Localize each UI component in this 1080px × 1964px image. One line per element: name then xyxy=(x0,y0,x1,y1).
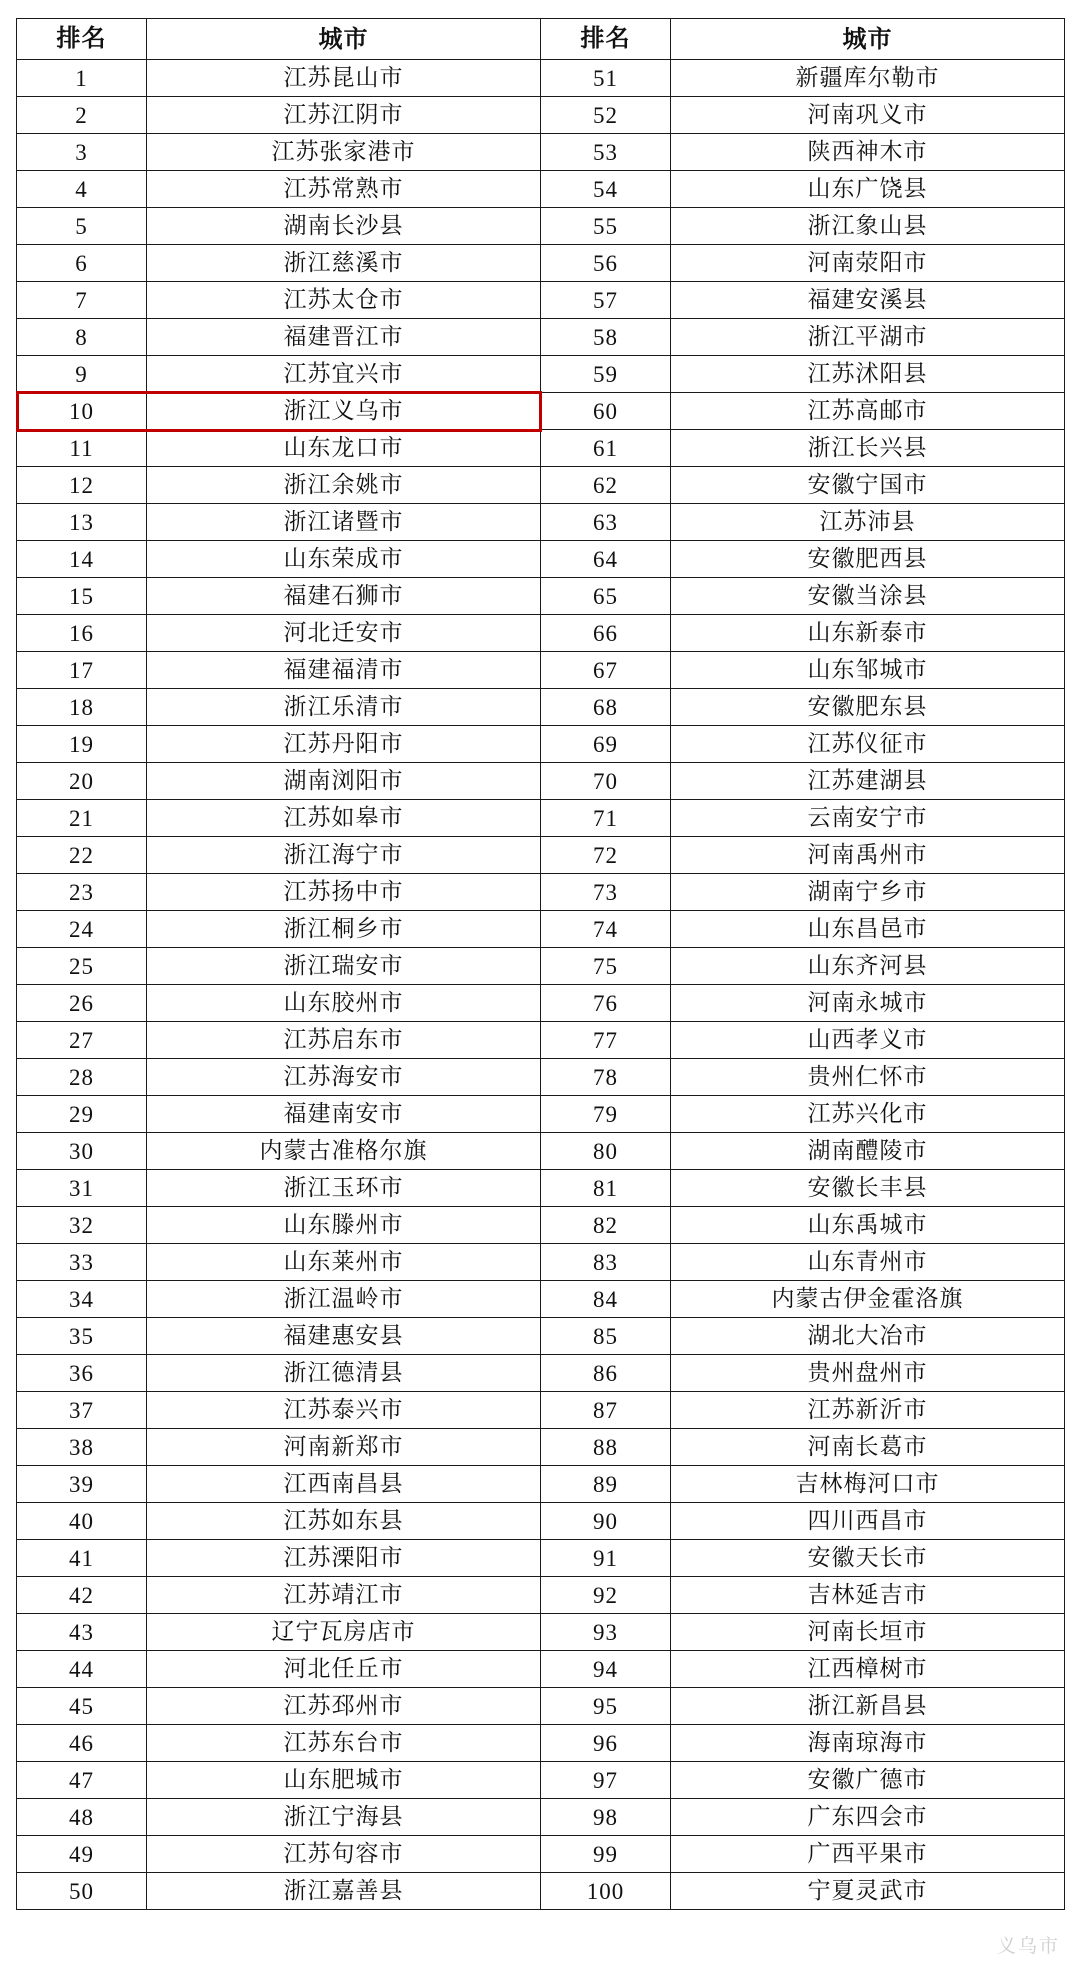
rank-cell-right: 67 xyxy=(541,652,671,689)
city-cell-right: 安徽当涂县 xyxy=(671,578,1065,615)
city-cell-left: 浙江宁海县 xyxy=(147,1799,541,1836)
table-row xyxy=(17,208,1065,245)
rank-cell-right: 89 xyxy=(541,1466,671,1503)
city-cell-left: 浙江瑞安市 xyxy=(147,948,541,985)
city-cell-right: 河南长垣市 xyxy=(671,1614,1065,1651)
city-cell-right: 江苏沭阳县 xyxy=(671,356,1065,393)
table-row xyxy=(17,1540,1065,1577)
rank-cell-right: 77 xyxy=(541,1022,671,1059)
table-row xyxy=(17,60,1065,97)
table-row xyxy=(17,1281,1065,1318)
table-row xyxy=(17,1355,1065,1392)
header-city-right: 城市 xyxy=(671,19,1065,60)
city-cell-left: 江苏昆山市 xyxy=(147,60,541,97)
table-row xyxy=(17,245,1065,282)
city-cell-right: 浙江平湖市 xyxy=(671,319,1065,356)
city-cell-right: 湖北大冶市 xyxy=(671,1318,1065,1355)
rank-cell-right: 65 xyxy=(541,578,671,615)
city-cell-left: 江苏太仓市 xyxy=(147,282,541,319)
rank-cell-right: 62 xyxy=(541,467,671,504)
table-row xyxy=(17,97,1065,134)
city-cell-right: 云南安宁市 xyxy=(671,800,1065,837)
table-row xyxy=(17,615,1065,652)
table-row xyxy=(17,1873,1065,1910)
city-cell-right: 山东齐河县 xyxy=(671,948,1065,985)
rank-cell-right: 64 xyxy=(541,541,671,578)
rank-cell-right: 84 xyxy=(541,1281,671,1318)
city-cell-right: 江苏高邮市 xyxy=(671,393,1065,430)
city-cell-left: 山东莱州市 xyxy=(147,1244,541,1281)
rank-cell-left: 50 xyxy=(17,1873,147,1910)
city-cell-right: 海南琼海市 xyxy=(671,1725,1065,1762)
table-row xyxy=(17,504,1065,541)
city-cell-left: 辽宁瓦房店市 xyxy=(147,1614,541,1651)
table-row xyxy=(17,356,1065,393)
city-cell-right: 贵州盘州市 xyxy=(671,1355,1065,1392)
rank-cell-right: 99 xyxy=(541,1836,671,1873)
city-cell-right: 河南永城市 xyxy=(671,985,1065,1022)
rank-cell-left: 6 xyxy=(17,245,147,282)
table-row xyxy=(17,763,1065,800)
table-row xyxy=(17,319,1065,356)
city-cell-left: 江苏江阴市 xyxy=(147,97,541,134)
rank-cell-right: 54 xyxy=(541,171,671,208)
rank-cell-left: 25 xyxy=(17,948,147,985)
rank-cell-right: 79 xyxy=(541,1096,671,1133)
rank-cell-left: 45 xyxy=(17,1688,147,1725)
rank-cell-right: 70 xyxy=(541,763,671,800)
table-row xyxy=(17,1577,1065,1614)
city-cell-left: 浙江义乌市 xyxy=(147,393,541,430)
rank-cell-left: 33 xyxy=(17,1244,147,1281)
city-cell-right: 广东四会市 xyxy=(671,1799,1065,1836)
city-cell-left: 江苏泰兴市 xyxy=(147,1392,541,1429)
city-cell-left: 福建晋江市 xyxy=(147,319,541,356)
city-cell-left: 江苏海安市 xyxy=(147,1059,541,1096)
rank-cell-right: 52 xyxy=(541,97,671,134)
city-cell-right: 安徽肥西县 xyxy=(671,541,1065,578)
table-row xyxy=(17,1392,1065,1429)
table-row xyxy=(17,1799,1065,1836)
city-cell-right: 安徽肥东县 xyxy=(671,689,1065,726)
city-cell-left: 福建南安市 xyxy=(147,1096,541,1133)
table-row xyxy=(17,1725,1065,1762)
rank-cell-left: 49 xyxy=(17,1836,147,1873)
city-cell-right: 山东青州市 xyxy=(671,1244,1065,1281)
city-cell-left: 内蒙古准格尔旗 xyxy=(147,1133,541,1170)
city-cell-left: 山东滕州市 xyxy=(147,1207,541,1244)
city-cell-left: 湖南浏阳市 xyxy=(147,763,541,800)
rank-cell-right: 81 xyxy=(541,1170,671,1207)
city-cell-left: 江苏启东市 xyxy=(147,1022,541,1059)
table-row xyxy=(17,1318,1065,1355)
county-rank-table xyxy=(16,18,1065,1910)
city-cell-right: 新疆库尔勒市 xyxy=(671,60,1065,97)
rank-cell-right: 83 xyxy=(541,1244,671,1281)
rank-cell-left: 27 xyxy=(17,1022,147,1059)
rank-cell-right: 61 xyxy=(541,430,671,467)
rank-cell-left: 48 xyxy=(17,1799,147,1836)
rank-cell-right: 72 xyxy=(541,837,671,874)
rank-cell-right: 63 xyxy=(541,504,671,541)
table-header-row xyxy=(17,19,1065,60)
city-cell-left: 山东荣成市 xyxy=(147,541,541,578)
table-row xyxy=(17,578,1065,615)
city-cell-left: 江苏如东县 xyxy=(147,1503,541,1540)
city-cell-right: 山东邹城市 xyxy=(671,652,1065,689)
city-cell-left: 山东胶州市 xyxy=(147,985,541,1022)
city-cell-left: 河北迁安市 xyxy=(147,615,541,652)
table-row xyxy=(17,1059,1065,1096)
rank-cell-left: 12 xyxy=(17,467,147,504)
city-cell-right: 宁夏灵武市 xyxy=(671,1873,1065,1910)
rank-cell-right: 96 xyxy=(541,1725,671,1762)
rank-cell-right: 58 xyxy=(541,319,671,356)
rank-cell-right: 82 xyxy=(541,1207,671,1244)
city-cell-left: 浙江桐乡市 xyxy=(147,911,541,948)
table-body xyxy=(17,60,1065,1910)
table-row xyxy=(17,985,1065,1022)
rank-cell-left: 38 xyxy=(17,1429,147,1466)
city-cell-left: 江苏溧阳市 xyxy=(147,1540,541,1577)
city-cell-left: 浙江玉环市 xyxy=(147,1170,541,1207)
rank-cell-right: 59 xyxy=(541,356,671,393)
city-cell-left: 河南新郑市 xyxy=(147,1429,541,1466)
city-cell-left: 江苏常熟市 xyxy=(147,171,541,208)
rank-cell-right: 100 xyxy=(541,1873,671,1910)
city-cell-right: 内蒙古伊金霍洛旗 xyxy=(671,1281,1065,1318)
rank-cell-right: 80 xyxy=(541,1133,671,1170)
table-row xyxy=(17,1836,1065,1873)
rank-cell-right: 76 xyxy=(541,985,671,1022)
table-row xyxy=(17,1429,1065,1466)
table-row xyxy=(17,1096,1065,1133)
rank-cell-right: 90 xyxy=(541,1503,671,1540)
rank-cell-left: 9 xyxy=(17,356,147,393)
rank-cell-left: 18 xyxy=(17,689,147,726)
rank-cell-right: 57 xyxy=(541,282,671,319)
rank-cell-left: 13 xyxy=(17,504,147,541)
rank-cell-right: 55 xyxy=(541,208,671,245)
rank-cell-right: 94 xyxy=(541,1651,671,1688)
city-cell-left: 江苏扬中市 xyxy=(147,874,541,911)
rank-cell-left: 39 xyxy=(17,1466,147,1503)
rank-cell-right: 85 xyxy=(541,1318,671,1355)
city-cell-left: 浙江温岭市 xyxy=(147,1281,541,1318)
rank-cell-left: 29 xyxy=(17,1096,147,1133)
table-row xyxy=(17,948,1065,985)
rank-cell-right: 69 xyxy=(541,726,671,763)
city-cell-left: 浙江诸暨市 xyxy=(147,504,541,541)
rank-cell-left: 17 xyxy=(17,652,147,689)
city-cell-left: 江苏张家港市 xyxy=(147,134,541,171)
city-cell-right: 江苏沛县 xyxy=(671,504,1065,541)
rank-cell-right: 56 xyxy=(541,245,671,282)
city-cell-left: 江苏靖江市 xyxy=(147,1577,541,1614)
city-cell-right: 广西平果市 xyxy=(671,1836,1065,1873)
rank-cell-left: 20 xyxy=(17,763,147,800)
table-row xyxy=(17,1022,1065,1059)
city-cell-right: 安徽宁国市 xyxy=(671,467,1065,504)
city-cell-left: 浙江慈溪市 xyxy=(147,245,541,282)
city-cell-right: 浙江象山县 xyxy=(671,208,1065,245)
table-row xyxy=(17,1207,1065,1244)
city-cell-right: 山东新泰市 xyxy=(671,615,1065,652)
city-cell-right: 浙江新昌县 xyxy=(671,1688,1065,1725)
city-cell-right: 山东禹城市 xyxy=(671,1207,1065,1244)
table-row xyxy=(17,467,1065,504)
table-row xyxy=(17,1466,1065,1503)
city-cell-left: 浙江乐清市 xyxy=(147,689,541,726)
table-row xyxy=(17,1651,1065,1688)
rank-cell-left: 47 xyxy=(17,1762,147,1799)
city-cell-left: 福建惠安县 xyxy=(147,1318,541,1355)
city-cell-right: 山东广饶县 xyxy=(671,171,1065,208)
table-row xyxy=(17,282,1065,319)
rank-cell-left: 41 xyxy=(17,1540,147,1577)
city-cell-left: 河北任丘市 xyxy=(147,1651,541,1688)
rank-cell-left: 42 xyxy=(17,1577,147,1614)
rank-cell-right: 86 xyxy=(541,1355,671,1392)
rank-cell-right: 53 xyxy=(541,134,671,171)
city-cell-right: 江苏建湖县 xyxy=(671,763,1065,800)
table-row xyxy=(17,1133,1065,1170)
city-cell-right: 安徽长丰县 xyxy=(671,1170,1065,1207)
rank-cell-left: 16 xyxy=(17,615,147,652)
rank-cell-right: 88 xyxy=(541,1429,671,1466)
table-row-highlighted xyxy=(17,393,1065,430)
rank-cell-left: 31 xyxy=(17,1170,147,1207)
table-row xyxy=(17,911,1065,948)
city-cell-right: 陕西神木市 xyxy=(671,134,1065,171)
city-cell-right: 吉林梅河口市 xyxy=(671,1466,1065,1503)
table-row xyxy=(17,541,1065,578)
city-cell-right: 河南长葛市 xyxy=(671,1429,1065,1466)
table-row xyxy=(17,134,1065,171)
rank-cell-left: 37 xyxy=(17,1392,147,1429)
rank-cell-left: 1 xyxy=(17,60,147,97)
rank-cell-right: 98 xyxy=(541,1799,671,1836)
city-cell-right: 江苏仪征市 xyxy=(671,726,1065,763)
rank-cell-left: 46 xyxy=(17,1725,147,1762)
rank-cell-right: 75 xyxy=(541,948,671,985)
rank-cell-left: 7 xyxy=(17,282,147,319)
rank-cell-right: 78 xyxy=(541,1059,671,1096)
city-cell-right: 浙江长兴县 xyxy=(671,430,1065,467)
rank-cell-left: 8 xyxy=(17,319,147,356)
rank-cell-right: 87 xyxy=(541,1392,671,1429)
rank-cell-right: 91 xyxy=(541,1540,671,1577)
city-cell-left: 山东龙口市 xyxy=(147,430,541,467)
rank-cell-left: 28 xyxy=(17,1059,147,1096)
rank-cell-left: 35 xyxy=(17,1318,147,1355)
rank-cell-left: 24 xyxy=(17,911,147,948)
rank-cell-left: 36 xyxy=(17,1355,147,1392)
rank-cell-left: 22 xyxy=(17,837,147,874)
rank-cell-left: 11 xyxy=(17,430,147,467)
city-cell-right: 福建安溪县 xyxy=(671,282,1065,319)
table-row xyxy=(17,171,1065,208)
rank-cell-left: 14 xyxy=(17,541,147,578)
header-rank-right: 排名 xyxy=(541,19,671,60)
city-cell-left: 湖南长沙县 xyxy=(147,208,541,245)
city-cell-right: 安徽广德市 xyxy=(671,1762,1065,1799)
table-row xyxy=(17,837,1065,874)
rank-cell-right: 66 xyxy=(541,615,671,652)
rank-cell-left: 26 xyxy=(17,985,147,1022)
rank-cell-left: 19 xyxy=(17,726,147,763)
rank-cell-left: 4 xyxy=(17,171,147,208)
rank-cell-right: 60 xyxy=(541,393,671,430)
table-row xyxy=(17,1762,1065,1799)
city-cell-left: 浙江嘉善县 xyxy=(147,1873,541,1910)
rank-cell-right: 92 xyxy=(541,1577,671,1614)
rank-cell-right: 74 xyxy=(541,911,671,948)
city-cell-right: 河南巩义市 xyxy=(671,97,1065,134)
city-cell-right: 江西樟树市 xyxy=(671,1651,1065,1688)
rank-cell-right: 97 xyxy=(541,1762,671,1799)
table-row xyxy=(17,430,1065,467)
city-cell-left: 福建石狮市 xyxy=(147,578,541,615)
city-cell-right: 贵州仁怀市 xyxy=(671,1059,1065,1096)
city-cell-left: 江苏宜兴市 xyxy=(147,356,541,393)
city-cell-right: 山东昌邑市 xyxy=(671,911,1065,948)
city-cell-left: 江苏句容市 xyxy=(147,1836,541,1873)
table-row xyxy=(17,689,1065,726)
rank-cell-right: 73 xyxy=(541,874,671,911)
rank-cell-left: 40 xyxy=(17,1503,147,1540)
city-cell-left: 江西南昌县 xyxy=(147,1466,541,1503)
table-row xyxy=(17,726,1065,763)
city-cell-left: 山东肥城市 xyxy=(147,1762,541,1799)
table-row xyxy=(17,1503,1065,1540)
city-cell-right: 河南荥阳市 xyxy=(671,245,1065,282)
table-row xyxy=(17,1244,1065,1281)
rank-cell-right: 68 xyxy=(541,689,671,726)
table-row xyxy=(17,874,1065,911)
city-cell-left: 江苏东台市 xyxy=(147,1725,541,1762)
rank-cell-right: 95 xyxy=(541,1688,671,1725)
city-cell-right: 江苏新沂市 xyxy=(671,1392,1065,1429)
city-cell-left: 江苏邳州市 xyxy=(147,1688,541,1725)
table-row xyxy=(17,1688,1065,1725)
rank-cell-left: 34 xyxy=(17,1281,147,1318)
rank-cell-left: 44 xyxy=(17,1651,147,1688)
city-cell-left: 江苏丹阳市 xyxy=(147,726,541,763)
table-row xyxy=(17,800,1065,837)
city-cell-right: 江苏兴化市 xyxy=(671,1096,1065,1133)
city-cell-right: 吉林延吉市 xyxy=(671,1577,1065,1614)
watermark-text: 义乌市 xyxy=(996,1935,1060,1957)
table-header xyxy=(17,19,1065,60)
header-city-left: 城市 xyxy=(147,19,541,60)
city-cell-left: 浙江德清县 xyxy=(147,1355,541,1392)
city-cell-left: 福建福清市 xyxy=(147,652,541,689)
rank-cell-left: 23 xyxy=(17,874,147,911)
city-cell-right: 山西孝义市 xyxy=(671,1022,1065,1059)
header-rank-left: 排名 xyxy=(17,19,147,60)
city-cell-left: 浙江余姚市 xyxy=(147,467,541,504)
rank-cell-left: 21 xyxy=(17,800,147,837)
rank-cell-left: 2 xyxy=(17,97,147,134)
city-cell-left: 浙江海宁市 xyxy=(147,837,541,874)
city-cell-right: 安徽天长市 xyxy=(671,1540,1065,1577)
rank-cell-left: 15 xyxy=(17,578,147,615)
city-cell-left: 江苏如皋市 xyxy=(147,800,541,837)
rank-cell-left: 32 xyxy=(17,1207,147,1244)
city-cell-right: 湖南醴陵市 xyxy=(671,1133,1065,1170)
table-row xyxy=(17,1614,1065,1651)
city-cell-right: 四川西昌市 xyxy=(671,1503,1065,1540)
rank-cell-right: 93 xyxy=(541,1614,671,1651)
city-cell-right: 湖南宁乡市 xyxy=(671,874,1065,911)
rank-cell-left: 10 xyxy=(17,393,147,430)
city-cell-right: 河南禹州市 xyxy=(671,837,1065,874)
rank-cell-right: 51 xyxy=(541,60,671,97)
rank-cell-left: 30 xyxy=(17,1133,147,1170)
table-row xyxy=(17,1170,1065,1207)
rank-cell-right: 71 xyxy=(541,800,671,837)
rank-cell-left: 43 xyxy=(17,1614,147,1651)
rank-cell-left: 3 xyxy=(17,134,147,171)
rank-cell-left: 5 xyxy=(17,208,147,245)
table-row xyxy=(17,652,1065,689)
